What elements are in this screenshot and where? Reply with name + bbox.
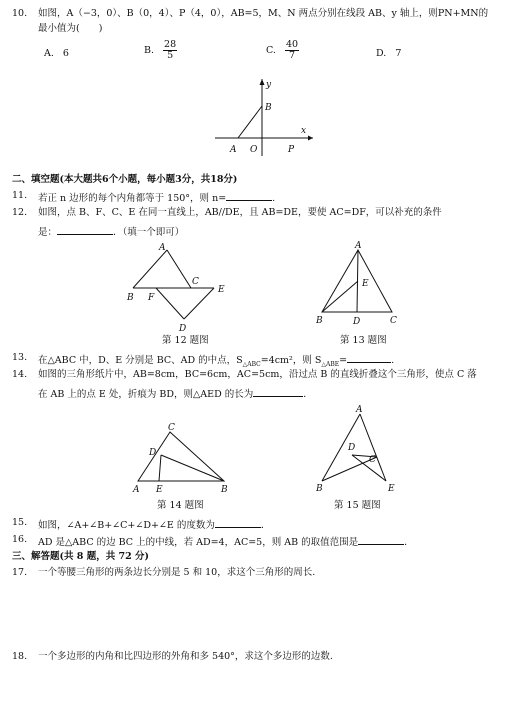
label-e: E bbox=[156, 485, 163, 495]
fold-bd bbox=[161, 455, 224, 481]
q14-line2-end: ． bbox=[303, 389, 313, 400]
q13-text-c: = bbox=[339, 355, 348, 366]
q12-answer-blank[interactable] bbox=[57, 224, 113, 235]
label-d: D bbox=[353, 317, 361, 327]
q18-number: 18. bbox=[12, 651, 28, 662]
side-df bbox=[156, 288, 184, 319]
label-b: B bbox=[265, 103, 272, 113]
q13-number: 13. bbox=[12, 352, 28, 363]
q16-text-row bbox=[38, 534, 506, 549]
figure-15-caption: 第 15 题图 bbox=[334, 500, 381, 511]
label-y: y bbox=[266, 80, 272, 90]
label-e: E bbox=[218, 285, 225, 295]
label-x: x bbox=[301, 126, 307, 136]
figure-12-caption: 第 12 题图 bbox=[162, 335, 209, 346]
y-axis-arrow bbox=[260, 79, 265, 85]
segment-ab bbox=[238, 106, 262, 138]
q13-sub-a: △ABC bbox=[242, 360, 261, 368]
option-label: C. bbox=[266, 45, 276, 56]
label-e: E bbox=[388, 484, 395, 494]
figure-13 bbox=[312, 240, 404, 328]
label-a: A bbox=[356, 405, 363, 415]
q11-text: 若正 n 边形的每个内角都等于 150°，则 n= bbox=[38, 193, 227, 204]
q12-line2 bbox=[38, 224, 506, 239]
q12-number: 12. bbox=[12, 207, 28, 218]
q16-number: 16. bbox=[12, 534, 28, 545]
label-c: C bbox=[192, 277, 199, 287]
figure-12 bbox=[122, 240, 234, 336]
q15-end: ． bbox=[260, 520, 271, 531]
label-e: E bbox=[362, 279, 369, 289]
numerator: 28 bbox=[164, 39, 177, 50]
segment-be bbox=[322, 281, 358, 312]
section-3-title: 三、解答题(共 8 题，共 72 分) bbox=[12, 551, 150, 562]
label-d: D bbox=[179, 324, 187, 334]
side-de bbox=[184, 288, 214, 319]
x-axis-arrow bbox=[308, 136, 313, 141]
option-label: D. bbox=[376, 48, 387, 59]
side-ab bbox=[133, 250, 167, 288]
q13-text-a: 在△ABC 中，D、E 分别是 BC、AD 的中点，S bbox=[38, 355, 243, 366]
q14-line1: 如图的三角形纸片中，AB=8cm，BC=6cm，AC=5cm，沿过点 B 的直线折叠这个三角形，使点 C 落 bbox=[38, 369, 477, 380]
q15-text-row bbox=[38, 517, 506, 532]
side-ac bbox=[167, 250, 191, 288]
q13-text-b: =4cm²，则 S bbox=[260, 355, 322, 366]
option-fraction bbox=[285, 40, 299, 62]
q10-option-d bbox=[376, 48, 401, 60]
label-c: C bbox=[168, 423, 175, 433]
q11-answer-blank[interactable] bbox=[226, 190, 272, 201]
figure-15 bbox=[310, 402, 404, 498]
label-p: P bbox=[288, 145, 295, 155]
label-b: B bbox=[221, 485, 228, 495]
label-b: B bbox=[316, 484, 323, 494]
label-d: D bbox=[149, 448, 157, 458]
label-d: D bbox=[348, 443, 356, 453]
q14-number: 14. bbox=[12, 369, 28, 380]
q13-sub-b: △ABE bbox=[321, 360, 340, 368]
q16-text: AD 是△ABC 的边 BC 上的中线，若 AD=4，AC=5，则 AB 的取值范围是 bbox=[38, 537, 359, 548]
figure-14 bbox=[128, 420, 238, 498]
q12-line2-end: ．（填一个即可） bbox=[113, 227, 185, 238]
label-a: A bbox=[133, 485, 140, 495]
numerator: 40 bbox=[285, 39, 299, 50]
q11-number: 11. bbox=[12, 190, 28, 201]
label-o: O bbox=[250, 145, 258, 155]
option-label: A. bbox=[44, 48, 54, 59]
q17-number: 17. bbox=[12, 567, 28, 578]
q10-figure bbox=[205, 76, 320, 162]
label-b: B bbox=[127, 293, 134, 303]
q10-option-b bbox=[144, 40, 177, 62]
figure-14-caption: 第 14 题图 bbox=[157, 500, 204, 511]
label-f: F bbox=[148, 293, 155, 303]
label-c: C bbox=[390, 316, 397, 326]
q13-text-row: 在△ABC 中，D、E 分别是 BC、AD 的中点，$S_{\triangle ABC}=4cm^2$，则 $S_{\triangle ABE}=$ . bbox=[38, 352, 506, 368]
q11-text-row: 若正 n 边形的每个内角都等于 150°，则 n= . bbox=[38, 190, 506, 205]
option-fraction bbox=[163, 40, 177, 62]
section-2-title: 二、填空题(本大题共6个小题，每小题3分，共18分) bbox=[12, 174, 238, 185]
q14-answer-blank[interactable] bbox=[253, 386, 303, 397]
q10-line1: 如图，A（−3，0）、B（0，4）、P（4，0），AB=5，M、N 两点分别在线段 AB、y 轴上，则PN+MN的 bbox=[38, 8, 489, 19]
q12-line1: 如图，点 B、F、C、E 在同一直线上，AB//DE，且 AB=DE，要使 AC=DF，可以补充的条件 bbox=[38, 207, 442, 218]
label-a: A bbox=[230, 145, 237, 155]
q17-text: 一个等腰三角形的两条边长分别是 5 和 10，求这个三角形的周长. bbox=[38, 567, 316, 578]
denominator: 5 bbox=[167, 50, 174, 62]
q16-end: ． bbox=[404, 537, 414, 548]
label-a: A bbox=[159, 243, 166, 253]
option-value: 7 bbox=[395, 48, 402, 59]
q15-text: 如图，∠A+∠B+∠C+∠D+∠E 的度数为 bbox=[38, 520, 215, 531]
q13-answer-blank[interactable] bbox=[347, 352, 391, 363]
denominator: 7 bbox=[289, 50, 296, 62]
q10-option-a bbox=[44, 48, 69, 60]
q14-line2-start: 在 AB 上的点 E 处，折痕为 BD，则△AED 的长为 bbox=[38, 389, 254, 400]
q10-option-c bbox=[266, 40, 299, 62]
q15-number: 15. bbox=[12, 517, 28, 528]
q16-answer-blank[interactable] bbox=[358, 534, 404, 545]
q15-answer-blank[interactable] bbox=[215, 517, 261, 528]
label-a: A bbox=[355, 241, 362, 251]
q12-line2-start: 是： bbox=[38, 227, 58, 238]
label-c: C bbox=[369, 455, 376, 465]
q10-line2: 最小值为( ) bbox=[38, 23, 103, 34]
label-b: B bbox=[316, 316, 323, 326]
figure-13-caption: 第 13 题图 bbox=[340, 335, 387, 346]
q10-number: 10. bbox=[12, 8, 28, 19]
option-value: 6 bbox=[62, 48, 69, 59]
segment-de bbox=[159, 455, 161, 481]
option-label: B. bbox=[144, 45, 155, 56]
q18-text: 一个多边形的内角和比四边形的外角和多 540°，求这个多边形的边数. bbox=[38, 651, 333, 662]
q14-line2 bbox=[38, 386, 506, 401]
